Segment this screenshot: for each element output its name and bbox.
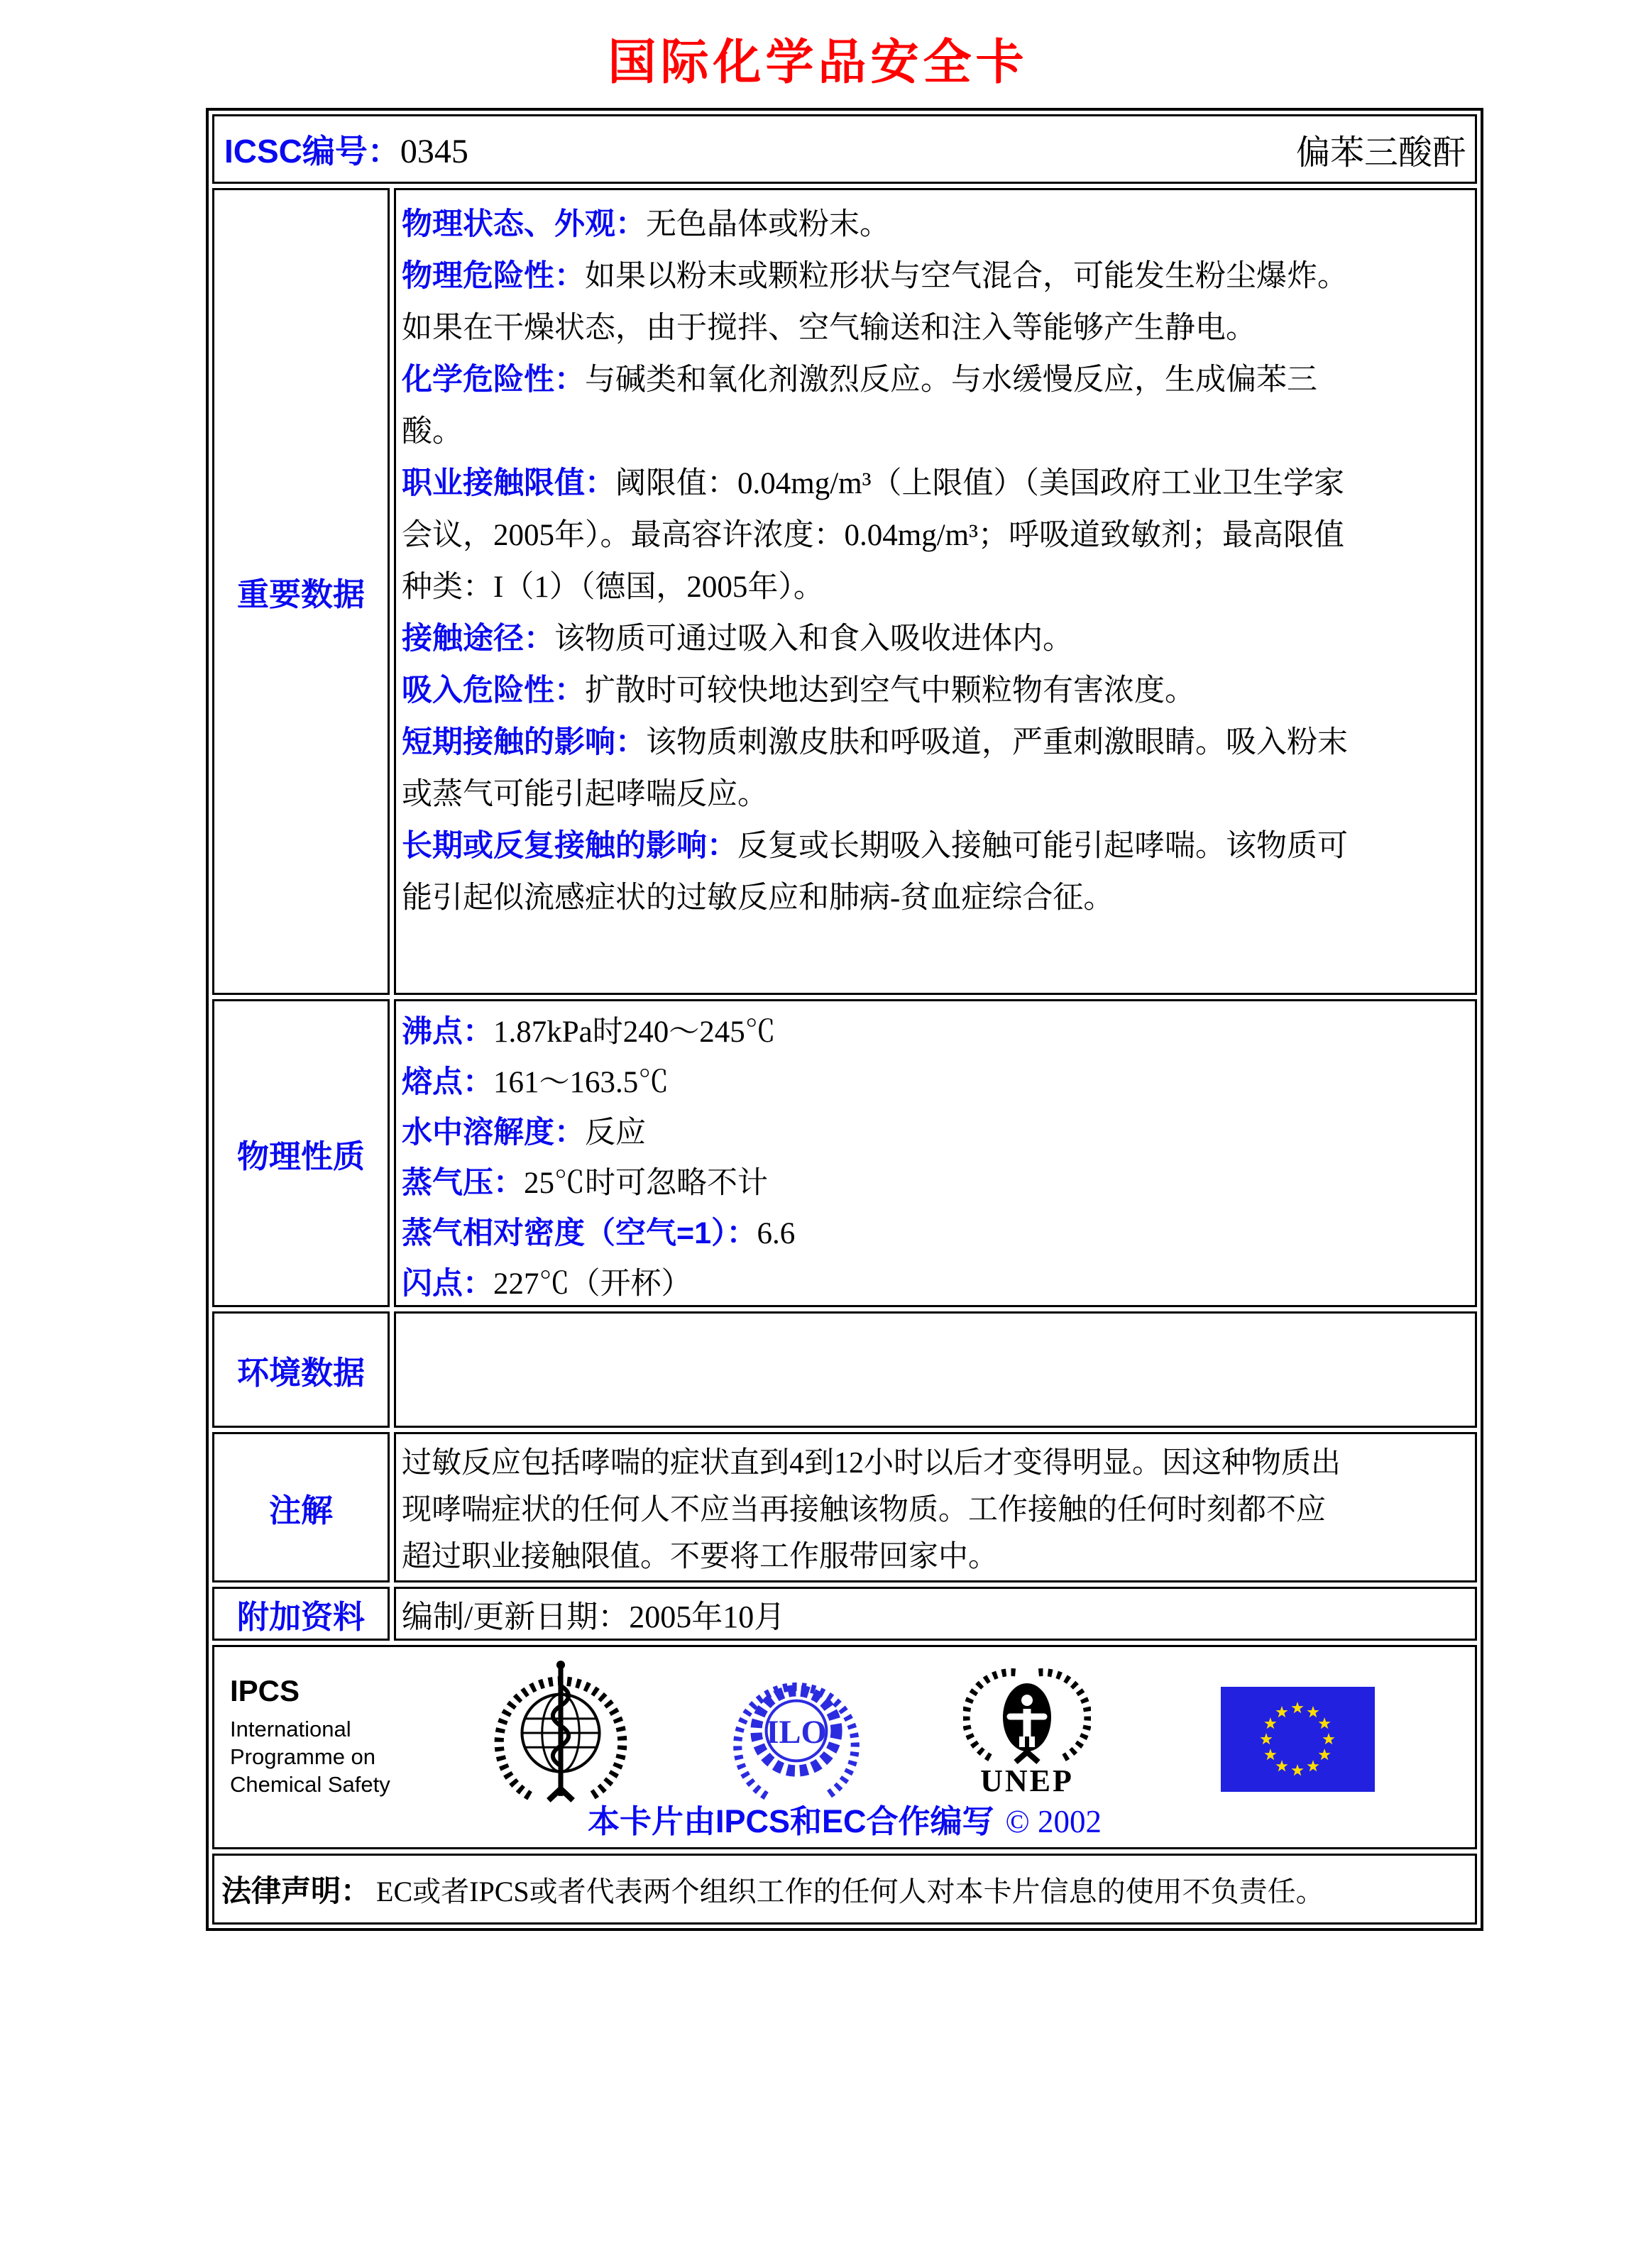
unep-logo-icon (963, 1657, 1091, 1765)
logos-cell (212, 1645, 1477, 1849)
caption-text: 本卡片由IPCS和EC合作编写 (588, 1803, 994, 1839)
notes-row (212, 1432, 1477, 1582)
ipcs-acronym: IPCS (230, 1674, 300, 1707)
ilo-logo-icon (729, 1656, 864, 1806)
unep-logo (963, 1657, 1091, 1799)
cooperation-caption (214, 1795, 1475, 1842)
icsc-number-group (224, 126, 468, 172)
legal-label: 法律声明： (221, 1874, 371, 1908)
physical-properties-content: 沸点：1.87kPa时240～245℃ 熔点：161～163.5℃ 水中溶解度：反应 蒸气压：25℃时可忽略不计 蒸气相对密度（空气=1）：6.6 闪点：227℃（开杯） (394, 999, 1477, 1307)
section-label-physical-properties: 物理性质 (212, 999, 390, 1307)
important-data-content: 物理状态、外观：无色晶体或粉末。 物理危险性：如果以粉末或颗粒形状与空气混合，可能发生粉尘爆炸。 如果在干燥状态，由于搅拌、空气输送和注入等能够产生静电。 化学危险性：与碱类和氧化剂激烈反应。与水缓慢反应，生成偏苯三 酸。 职业接触限值：阈限值：0.04mg/m³（上限值）（美国政府工业卫生学家 会议，2005年）。最高容许浓度：0.04mg/m³；呼吸道致敏剂；最高限值 种类：I（1）（德国，2005年）。 接触途径：该物质可通过吸入和食入吸收进体内。 吸入危险性：扩散时可较快地达到空气中颗粒物有害浓度。 短期接触的影响：该物质刺激皮肤和呼吸道，严重刺激眼睛。吸入粉末 或蒸气可能引起哮喘反应。 长期或反复接触的影响：反复或长期吸入接触可能引起哮喘。该物质可 能引起似流感症状的过敏反应和肺病-贫血症综合征。 (394, 188, 1477, 995)
important-data-row (212, 188, 1477, 995)
legal-cell (212, 1854, 1477, 1925)
legal-row (212, 1854, 1477, 1925)
icsc-number-label: ICSC编号： (224, 133, 400, 170)
page-title: 国际化学品安全卡 (608, 34, 1028, 91)
copyright-text: © 2002 (1005, 1804, 1102, 1839)
who-logo-icon (490, 1656, 632, 1806)
environmental-data-content (394, 1311, 1477, 1428)
additional-info-row (212, 1587, 1477, 1641)
logos-row (212, 1645, 1477, 1849)
header-cell (212, 114, 1477, 184)
unep-text: UNEP (980, 1763, 1074, 1798)
chemical-name: 偏苯三酸酐 (1295, 133, 1466, 172)
ipcs-logo (230, 1674, 390, 1798)
physical-properties-row (212, 999, 1477, 1307)
icsc-number-value: 0345 (400, 133, 468, 170)
environmental-data-row (212, 1311, 1477, 1428)
ipcs-subtitle: International Programme on Chemical Safety (230, 1717, 390, 1797)
legal-text: EC或者IPCS或者代表两个组织工作的任何人对本卡片信息的使用不负责任。 (376, 1875, 1324, 1908)
section-label-important-data: 重要数据 (212, 188, 390, 995)
additional-info-content: 编制/更新日期：2005年10月 (394, 1587, 1477, 1641)
ilo-text: ILO (766, 1714, 827, 1751)
header-row (212, 114, 1477, 184)
section-label-notes: 注解 (212, 1432, 390, 1582)
icsc-card (206, 108, 1483, 1931)
section-label-environmental-data: 环境数据 (212, 1311, 390, 1428)
eu-flag-icon (1221, 1687, 1375, 1792)
notes-content: 过敏反应包括哮喘的症状直到4到12小时以后才变得明显。因这种物质出 现哮喘症状的任何人不应当再接触该物质。工作接触的任何时刻都不应 超过职业接触限值。不要将工作服带回家中。 (394, 1432, 1477, 1582)
section-label-additional-info: 附加资料 (212, 1587, 390, 1641)
